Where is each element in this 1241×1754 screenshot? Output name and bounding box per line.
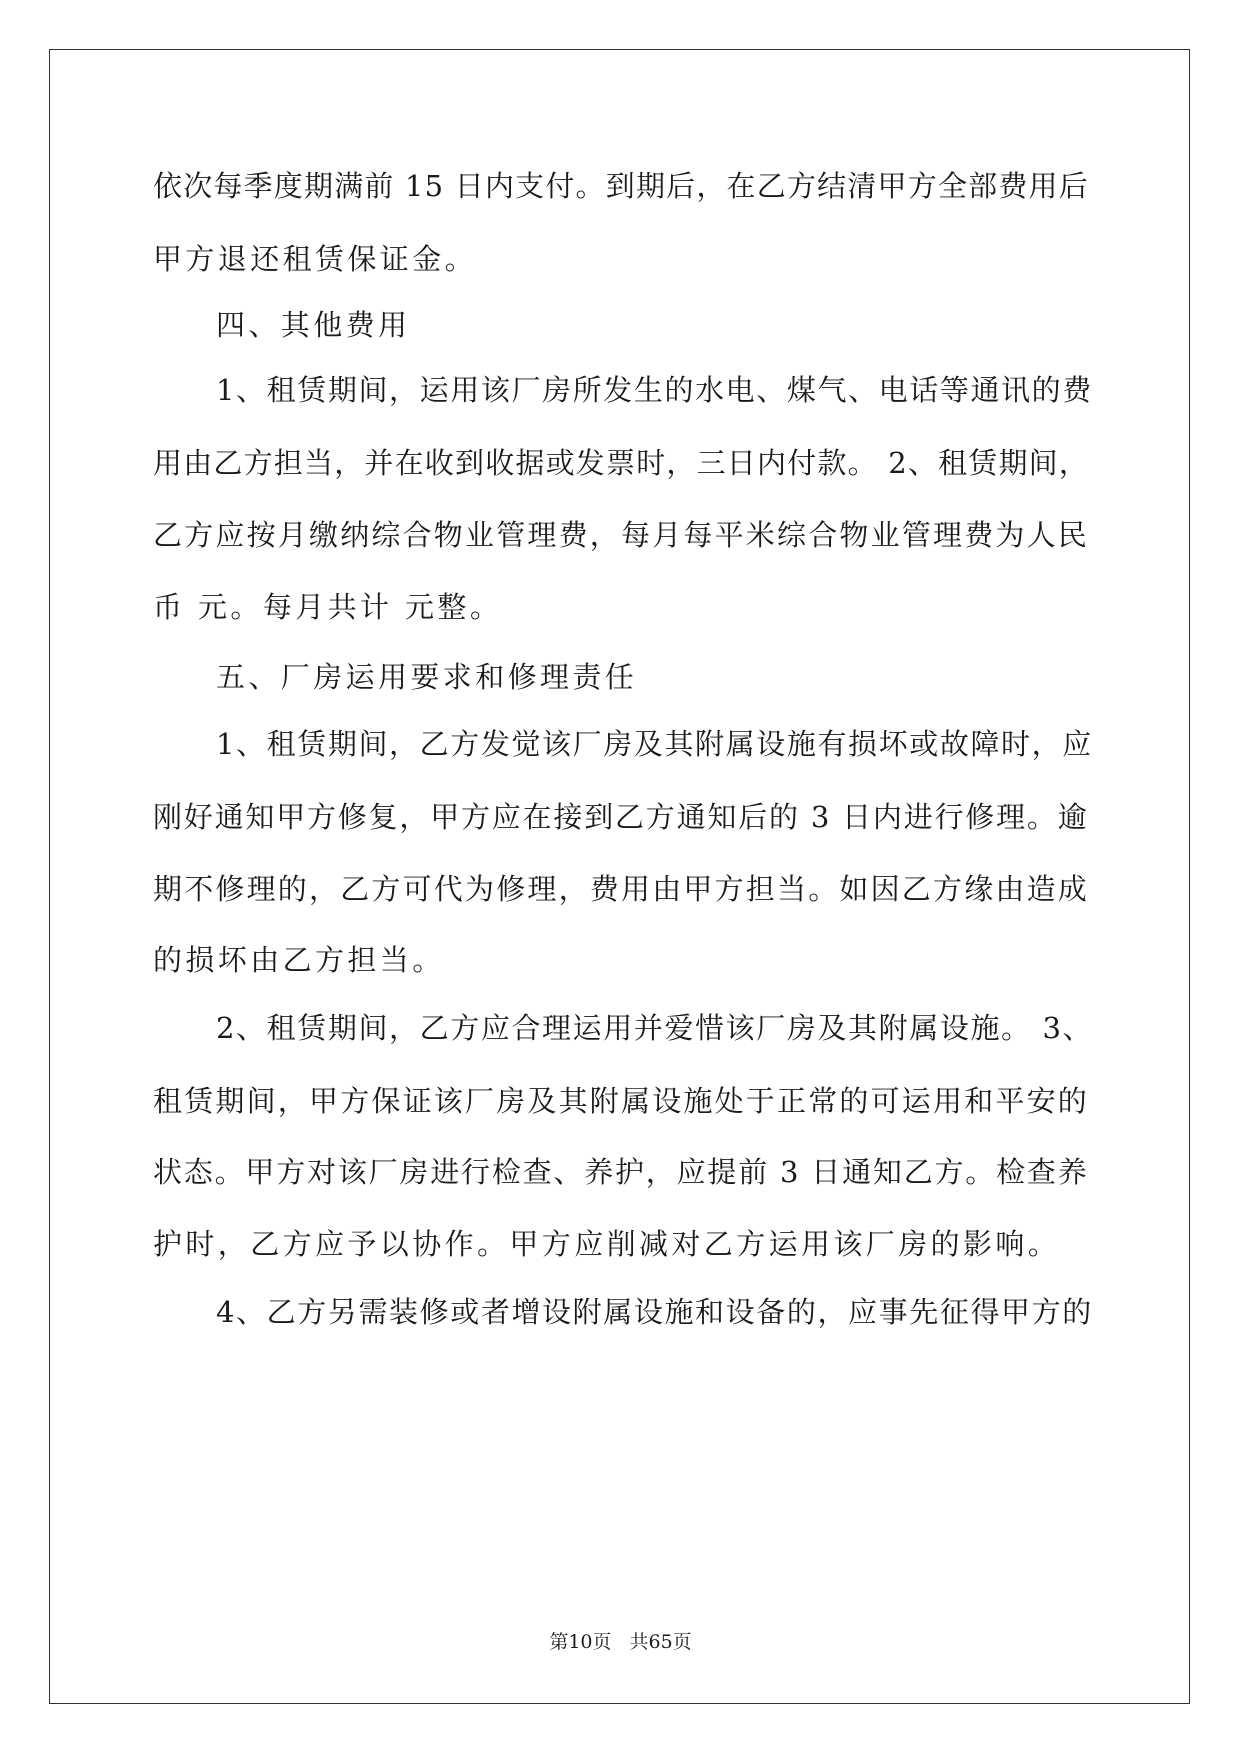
text-line: 乙方应按月缴纳综合物业管理费，每月每平米综合物业管理费为人民 <box>153 518 1090 552</box>
section-heading: 四、其他费用 <box>216 308 411 342</box>
page-number: 第10页 <box>549 1631 612 1653</box>
text-line: 护时，乙方应予以协作。甲方应削减对乙方运用该厂房的影响。 <box>153 1227 1061 1261</box>
text-line: 状态。甲方对该厂房进行检查、养护，应提前 3 日通知乙方。检查养 <box>153 1155 1089 1189</box>
text-line: 1、租赁期间，乙方发觉该厂房及其附属设施有损坏或故障时，应 <box>216 727 1093 761</box>
text-line: 刚好通知甲方修复，甲方应在接到乙方通知后的 3 日内进行修理。逾 <box>153 800 1089 834</box>
section-heading: 五、厂房运用要求和修理责任 <box>216 660 638 694</box>
text-line: 的损坏由乙方担当。 <box>153 943 445 977</box>
page-footer <box>0 1627 1241 1654</box>
text-line: 用由乙方担当，并在收到收据或发票时，三日内付款。 2、租赁期间， <box>153 446 1090 480</box>
text-line: 依次每季度期满前 15 日内支付。到期后，在乙方结清甲方全部费用后 <box>153 169 1089 203</box>
text-line: 币 元。每月共计 元整。 <box>153 590 503 624</box>
text-line: 期不修理的，乙方可代为修理，费用由甲方担当。如因乙方缘由造成 <box>153 872 1090 906</box>
text-line: 2、租赁期间，乙方应合理运用并爱惜该厂房及其附属设施。 3、 <box>216 1011 1094 1045</box>
text-line: 甲方退还租赁保证金。 <box>153 242 478 276</box>
text-line: 租赁期间，甲方保证该厂房及其附属设施处于正常的可运用和平安的 <box>153 1084 1090 1118</box>
text-line: 1、租赁期间，运用该厂房所发生的水电、煤气、电话等通讯的费 <box>216 373 1093 407</box>
page-total: 共65页 <box>629 1631 692 1653</box>
text-line: 4、乙方另需装修或者增设附属设施和设备的，应事先征得甲方的 <box>216 1295 1093 1329</box>
